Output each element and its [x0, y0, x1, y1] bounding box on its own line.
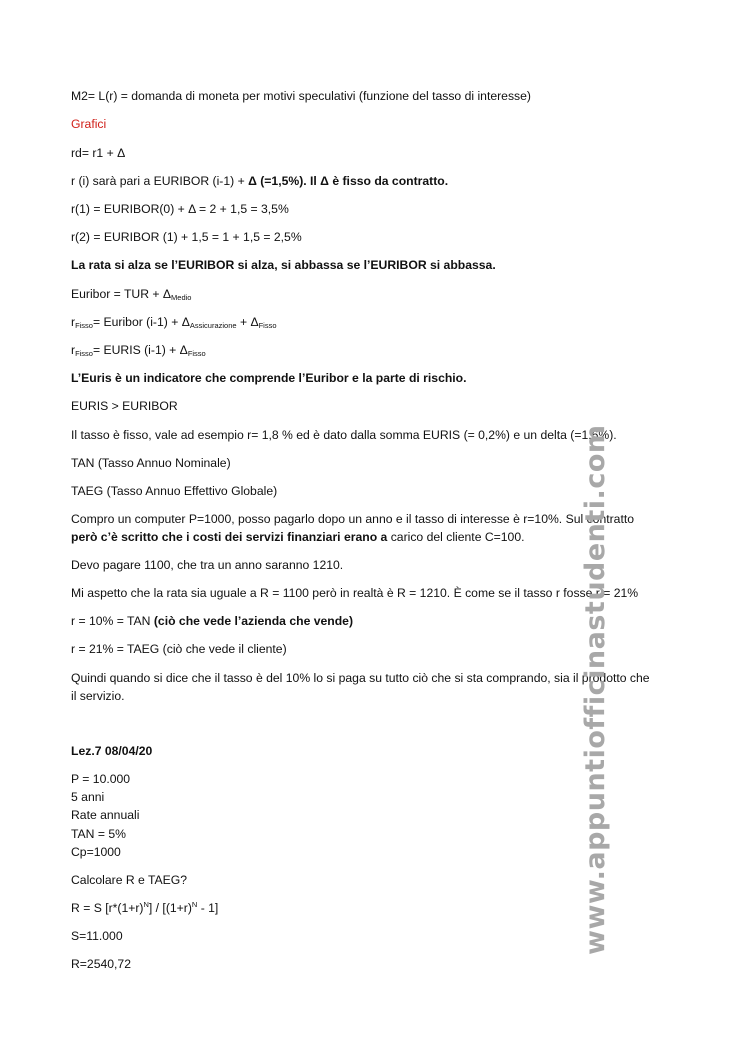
text-calcolare: Calcolare R e TAEG? — [71, 873, 188, 887]
formula-euribor: Euribor = TUR + $\Delta_{Medio}$ — [71, 287, 192, 302]
text-taeg: TAEG (Tasso Annuo Effettivo Globale) — [71, 484, 278, 498]
text-rate-annuali: Rate annuali — [71, 808, 140, 822]
formula-r: R = S $[r*(1+r)^N] / [(1+r)^N - 1]$ — [71, 900, 219, 915]
text-tan-5: TAN = 5% — [71, 827, 126, 841]
text-euris-gt-euribor: EURIS > EURIBOR — [71, 399, 178, 413]
text-cp: Cp=1000 — [71, 845, 121, 859]
text-r21-taeg: r = 21% = TAEG (ciò che vede il cliente) — [71, 642, 287, 656]
text-mi-aspetto: Mi aspetto che la rata sia uguale a R = 1100 però in realtà è R = 1210. È come se il tasso r fosse r = 21% — [71, 586, 639, 600]
text-tasso-fisso: Il tasso è fisso, vale ad esempio r= 1,8 % ed è dato dalla somma EURIS (= 0,2%) e un delta (=1,6%). — [71, 428, 617, 442]
text-p: P = 10.000 — [71, 772, 131, 786]
text-anni: 5 anni — [71, 790, 105, 804]
formula-rfisso-1: $r_{Fisso}=$ Euribor $(i-1) + \Delta_{Assicurazione} + \Delta_{Fisso}$ — [71, 315, 277, 330]
formula-rfisso-2: $r_{Fisso}=$ EURIS $(i-1) + \Delta_{Fisso}$ — [71, 343, 206, 358]
formula-r2: r(2) = EURIBOR (1) + 1,5 = 1 + 1,5 = 2,5% — [71, 230, 302, 244]
text-rata: La rata si alza se l’EURIBOR si alza, si abbassa se l’EURIBOR si abbassa. — [71, 258, 496, 272]
text-m2-definition: M2= L(r) = domanda di moneta per motivi speculativi (funzione del tasso di interesse) — [71, 89, 531, 103]
text-tan: TAN (Tasso Annuo Nominale) — [71, 456, 231, 470]
text-r-value: R=2540,72 — [71, 957, 131, 971]
watermark-text: www.appuntiofficinastudenti.com — [580, 424, 611, 955]
text-quindi-2: il servizio. — [71, 689, 125, 703]
text-euris-indicatore: L’Euris è un indicatore che comprende l’Euribor e la parte di rischio. — [71, 371, 467, 385]
text-compro-2: però c’è scritto che i costi dei servizi finanziari erano a carico del cliente C=100. — [71, 530, 525, 544]
text-ri-euribor: r (i) sarà pari a EURIBOR (i-1) + Δ (=1,5%). Il Δ è fisso da contratto. — [71, 174, 449, 188]
heading-lezione-7: Lez.7 08/04/20 — [71, 744, 153, 758]
text-compro-1: Compro un computer P=1000, posso pagarlo dopo un anno e il tasso di interesse è r=10%. Sul contratto — [71, 512, 635, 526]
formula-rd: rd= r1 + Δ — [71, 146, 126, 160]
heading-grafici: Grafici — [71, 117, 107, 131]
text-devo-pagare: Devo pagare 1100, che tra un anno saranno 1210. — [71, 558, 344, 572]
text-r10-tan: r = 10% = TAN (ciò che vede l’azienda che vende) — [71, 614, 354, 628]
text-quindi-1: Quindi quando si dice che il tasso è del 10% lo si paga su tutto ciò che si sta comprando, sia il prodotto che — [71, 671, 650, 685]
text-s: S=11.000 — [71, 929, 123, 943]
formula-r1: r(1) = EURIBOR(0) + Δ = 2 + 1,5 = 3,5% — [71, 202, 289, 216]
